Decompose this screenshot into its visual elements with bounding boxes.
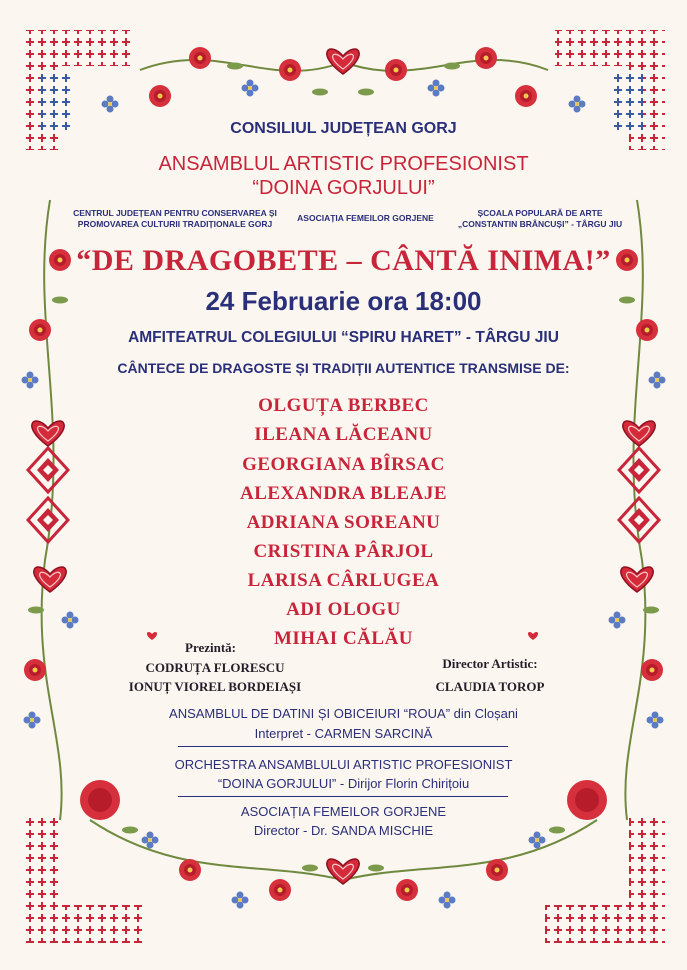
ensemble-name-line2: “DOINA GORJULUI”	[252, 177, 435, 199]
credit-line: ORCHESTRA ANSAMBLULUI ARTISTIC PROFESIONIST	[174, 757, 513, 772]
credit-line: “DOINA GORJULUI” - Dirijor Florin Chirițoiu	[217, 776, 470, 791]
artist-name: OLGUȚA BERBEC	[258, 395, 429, 416]
artist-name: ADRIANA SOREANU	[246, 512, 441, 533]
event-datetime: 24 Februarie ora 18:00	[205, 286, 482, 316]
credit-line: ANSAMBLUL DE DATINI ȘI OBICEIURI “ROUA” din Cloșani	[169, 706, 518, 721]
artist-name: MIHAI CĂLĂU	[273, 628, 414, 649]
artist-name: GEORGIANA BÎRSAC	[242, 454, 445, 475]
partner-left-line2: PROMOVAREA CULTURII TRADIȚIONALE GORJ	[77, 219, 273, 229]
artist-name: CRISTINA PÂRJOL	[253, 541, 434, 562]
partner-middle: ASOCIAȚIA FEMEILOR GORJENE	[297, 213, 434, 223]
artist-name: ALEXANDRA BLEAJE	[239, 483, 447, 504]
credit-line: ASOCIAȚIA FEMEILOR GORJENE	[240, 804, 447, 819]
artist-name: ADI OLOGU	[286, 599, 401, 620]
presenter-name: CODRUȚA FLORESCU	[145, 660, 285, 675]
event-title: “DE DRAGOBETE – CÂNTĂ INIMA!”	[76, 244, 611, 277]
credit-line: Interpret - CARMEN SARCINĂ	[254, 726, 433, 741]
partner-right-line2: „CONSTANTIN BRÂNCUȘI” - TÂRGU JIU	[457, 219, 623, 229]
organizer-title: CONSILIUL JUDEȚEAN GORJ	[230, 120, 457, 137]
divider	[178, 796, 508, 797]
presenter-name: IONUȚ VIOREL BORDEIAȘI	[128, 679, 302, 694]
artist-name: ILEANA LĂCEANU	[254, 424, 433, 445]
event-subtitle: CÂNTECE DE DRAGOSTE ȘI TRADIȚII AUTENTICE TRANSMISE DE:	[117, 360, 570, 376]
director-name: CLAUDIA TOROP	[435, 679, 545, 694]
partner-right-line1: ȘCOALA POPULARĂ DE ARTE	[477, 208, 603, 218]
event-venue: AMFITEATRUL COLEGIULUI “SPIRU HARET” - TÂRGU JIU	[128, 329, 559, 346]
credit-line: Director - Dr. SANDA MISCHIE	[253, 823, 434, 838]
artist-name: LARISA CÂRLUGEA	[247, 570, 440, 591]
ensemble-name-line1: ANSAMBLUL ARTISTIC PROFESIONIST	[158, 153, 529, 175]
divider	[178, 746, 508, 747]
director-label: Director Artistic:	[442, 656, 538, 671]
partner-left-line1: CENTRUL JUDEȚEAN PENTRU CONSERVAREA ȘI	[73, 208, 277, 218]
presenters-label: Prezintă:	[185, 640, 237, 655]
